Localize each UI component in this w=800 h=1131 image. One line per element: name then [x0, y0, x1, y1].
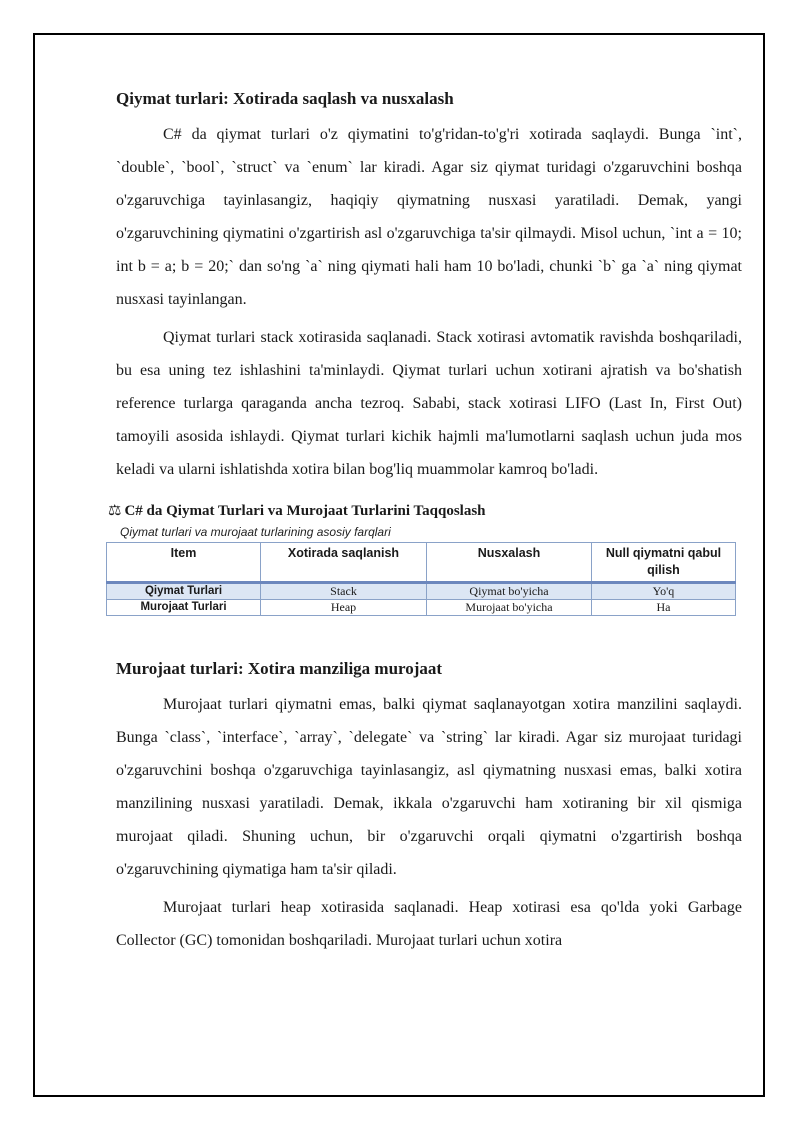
comparison-table [106, 542, 736, 616]
table-caption [108, 500, 742, 522]
document-content [108, 84, 742, 957]
table-row [107, 583, 736, 600]
table-cell: Yo'q [592, 583, 736, 600]
table-cell: Heap [261, 600, 427, 616]
balance-scale-icon: ⚖ [108, 503, 122, 519]
header-memory-storage: Xotirada saqlanish [261, 543, 427, 583]
table-cell: Murojaat bo'yicha [427, 600, 592, 616]
section1-paragraph-2: Qiymat turlari stack xotirasida saqlanadi. Stack xotirasi avtomatik ravishda boshqariladi, bu esa uning tez ishlashini ta'minlaydi. Qiymat turlari uchun xotirani ajratish va bo'shatish reference turlarga qaraganda ancha tezroq. Sababi, stack xotirasi LIFO (Last In, First Out) tamoyili asosida ishlaydi. Qiymat turlari kichik hajmli ma'lumotlarni saqlash uchun juda mos keladi va ularni ishlatishda xotira bilan bog'liq muammolar kamroq bo'ladi. [116, 329, 742, 478]
row-label: Murojaat Turlari [107, 600, 261, 616]
table-row [107, 600, 736, 616]
section1-heading: Qiymat turlari: Xotirada saqlash va nusxalash [116, 89, 454, 108]
header-copying: Nusxalash [427, 543, 592, 583]
table-subcaption: Qiymat turlari va murojaat turlarining asosiy farqlari [120, 525, 391, 539]
row-label: Qiymat Turlari [107, 583, 261, 600]
table-cell: Ha [592, 600, 736, 616]
section2-paragraph-2: Murojaat turlari heap xotirasida saqlanadi. Heap xotirasi esa qo'lda yoki Garbage Collector (GC) tomonidan boshqariladi. Murojaat turlari uchun xotira [116, 899, 742, 949]
header-item: Item [107, 543, 261, 583]
table-header-row [107, 543, 736, 583]
section2-paragraph-1: Murojaat turlari qiymatni emas, balki qiymat saqlanayotgan xotira manzilini saqlaydi. Bunga `class`, `interface`, `array`, `delegate` va `string` lar kiradi. Agar siz murojaat turidagi o'zgaruvchini boshqa o'zgaruvchiga tayinlasangiz, asl qiymatning nusxasi emas, balki xotira manzilining nusxasi yaratiladi. Demak, ikkala o'zgaruvchi ham xotiraning bir xil qismiga murojaat qiladi. Shuning uchun, bir o'zgaruvchi orqali qiymatni o'zgartirish boshqa o'zgaruvchining qiymatiga ham ta'sir qiladi. [116, 696, 742, 878]
header-null-acceptance: Null qiymatni qabul qilish [592, 543, 736, 583]
section2-heading: Murojaat turlari: Xotira manziliga murojaat [116, 659, 443, 678]
table-cell: Stack [261, 583, 427, 600]
table-caption-text: C# da Qiymat Turlari va Murojaat Turlarini Taqqoslash [124, 503, 486, 519]
section1-paragraph-1: C# da qiymat turlari o'z qiymatini to'g'ridan-to'g'ri xotirada saqlaydi. Bunga `int`, `double`, `bool`, `struct` va `enum` lar kiradi. Agar siz qiymat turidagi o'zgaruvchini boshqa o'zgaruvchiga tayinlasangiz, haqiqiy qiymatning nusxasi yaratiladi. Demak, yangi o'zgaruvchining qiymatini o'zgartirish asl o'zgaruvchiga ta'sir qilmaydi. Misol uchun, `int a = 10; int b = a; b = 20;` dan so'ng `a` ning qiymati hali ham 10 bo'ladi, chunki `b` ga `a` ning qiymat nusxasi tayinlangan. [116, 126, 742, 308]
table-cell: Qiymat bo'yicha [427, 583, 592, 600]
